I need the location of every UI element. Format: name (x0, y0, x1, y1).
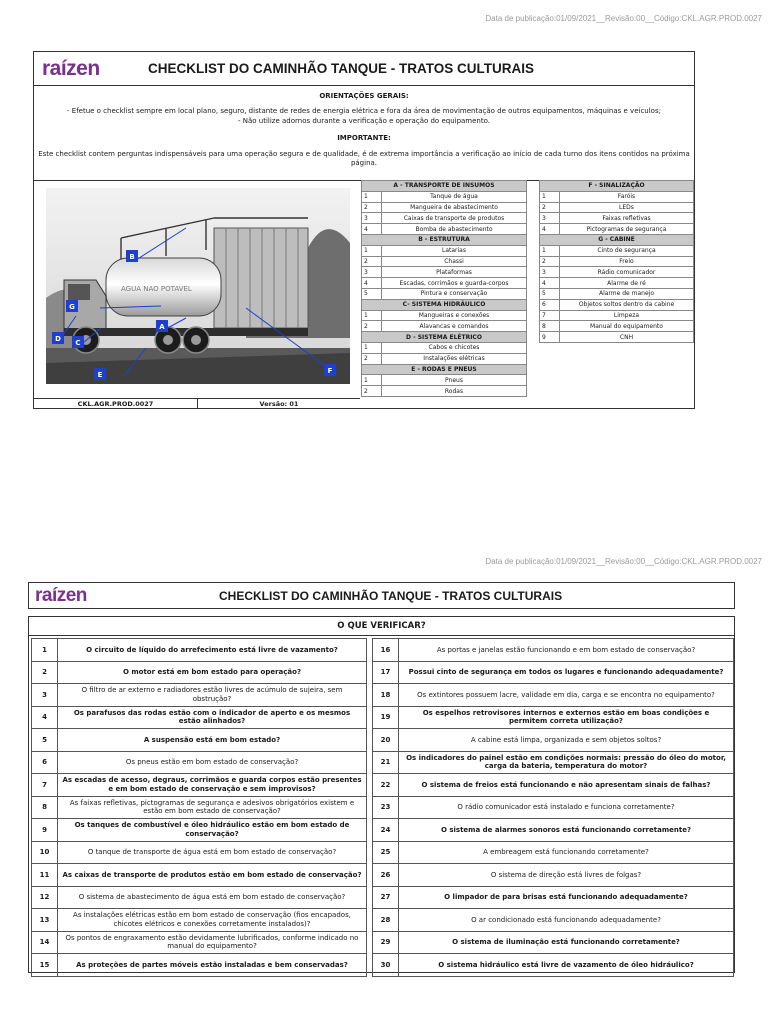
question-number: 4 (32, 706, 58, 729)
component-name: Alavancas e comandos (382, 321, 527, 332)
category-row (362, 332, 527, 343)
questions-table-right (372, 638, 734, 977)
question-number: 15 (32, 954, 58, 977)
question-text: O rádio comunicador está instalado e funciona corretamente? (399, 796, 734, 819)
orientations-heading: ORIENTAÇÕES GERAIS: (319, 92, 409, 100)
question-text: As escadas de acesso, degraus, corrimãos e guarda corpos estão presentes e em bom estado de conservação e sem improvisos? (58, 774, 367, 797)
question-number: 10 (32, 841, 58, 864)
component-name: Faróis (560, 191, 694, 202)
component-name: Cabos e chicotes (382, 342, 527, 353)
question-row (32, 796, 367, 819)
component-number: 5 (362, 288, 382, 299)
component-name: Plataformas (382, 267, 527, 278)
orientations (34, 86, 694, 181)
category-title: F - SINALIZAÇÃO (540, 181, 694, 192)
photo-label: F (327, 367, 333, 375)
question-row (32, 639, 367, 662)
question-text: O filtro de ar externo e radiadores estão livres de acúmulo de sujeira, sem obstrução? (58, 684, 367, 707)
cover-footer (34, 398, 360, 409)
question-row (373, 796, 734, 819)
question-text: O sistema de abastecimento de água está em bom estado de conservação? (58, 886, 367, 909)
component-name: Escadas, corrimãos e guarda-corpos (382, 278, 527, 289)
component-row (540, 245, 694, 256)
component-row (362, 321, 527, 332)
question-row (373, 661, 734, 684)
component-row (540, 288, 694, 299)
question-row (32, 931, 367, 954)
component-number: 6 (540, 299, 560, 310)
question-text: As faixas refletivas, pictogramas de segurança e adesivos obrigatórios existem e estão em bom estado de conservação? (58, 796, 367, 819)
photo-label: A (159, 323, 165, 331)
question-text: A cabine está limpa, organizada e sem objetos soltos? (399, 729, 734, 752)
question-row (32, 684, 367, 707)
question-text: O ar condicionado está funcionando adequadamente? (399, 909, 734, 932)
question-text: Os pontos de engraxamento estão devidamente lubrificados, conforme indicado no manual do equipamento? (58, 931, 367, 954)
component-name: Cinto de segurança (560, 245, 694, 256)
component-number: 1 (362, 191, 382, 202)
component-number: 1 (540, 191, 560, 202)
component-name: LEDs (560, 202, 694, 213)
truck-photo (46, 188, 350, 384)
component-row (540, 321, 694, 332)
question-number: 19 (373, 706, 399, 729)
category-title: G - CABINE (540, 234, 694, 245)
component-number: 1 (362, 342, 382, 353)
question-text: As portas e janelas estão funcionando e em bom estado de conservação? (399, 639, 734, 662)
publication-info: Data de publicação:01/09/2021__Revisão:00__Código:CKL.AGR.PROD.0027 (485, 14, 762, 23)
question-row (32, 706, 367, 729)
question-text: O circuito de líquido do arrefecimento está livre de vazamento? (58, 639, 367, 662)
component-name: Manual do equipamento (560, 321, 694, 332)
question-number: 25 (373, 841, 399, 864)
question-number: 20 (373, 729, 399, 752)
component-row (540, 332, 694, 343)
question-number: 3 (32, 684, 58, 707)
component-row (540, 224, 694, 235)
question-row (373, 729, 734, 752)
question-number: 2 (32, 661, 58, 684)
page-title: CHECKLIST DO CAMINHÃO TANQUE - TRATOS CULTURAIS (148, 61, 534, 76)
question-row (373, 886, 734, 909)
component-number: 2 (362, 202, 382, 213)
question-row (373, 954, 734, 977)
question-number: 14 (32, 931, 58, 954)
question-row (32, 909, 367, 932)
question-number: 11 (32, 864, 58, 887)
question-text: O sistema de direção está livres de folgas? (399, 864, 734, 887)
question-number: 8 (32, 796, 58, 819)
page-title: CHECKLIST DO CAMINHÃO TANQUE - TRATOS CULTURAIS (219, 588, 563, 603)
component-name: Latarias (382, 245, 527, 256)
component-row (362, 342, 527, 353)
component-name: Faixas refletivas (560, 213, 694, 224)
question-text: O sistema de alarmes sonoros está funcionando corretamente? (399, 819, 734, 842)
checklist-header (28, 582, 735, 609)
question-row (373, 841, 734, 864)
component-name: Objetos soltos dentro da cabine (560, 299, 694, 310)
component-number: 1 (362, 310, 382, 321)
category-row (362, 181, 527, 192)
component-number: 3 (362, 267, 382, 278)
question-text: Os tanques de combustível e óleo hidráulico estão em bom estado de conservação? (58, 819, 367, 842)
category-title: B - ESTRUTURA (362, 234, 527, 245)
component-name: Caixas de transporte de produtos (382, 213, 527, 224)
component-row (540, 202, 694, 213)
component-number: 3 (540, 267, 560, 278)
component-number: 5 (540, 288, 560, 299)
question-row (373, 706, 734, 729)
question-text: As proteções de partes móveis estão instaladas e bem conservadas? (58, 954, 367, 977)
component-number: 2 (540, 256, 560, 267)
question-row (32, 864, 367, 887)
component-name: Limpeza (560, 310, 694, 321)
category-title: E - RODAS E PNEUS (362, 364, 527, 375)
component-row (362, 191, 527, 202)
question-number: 9 (32, 819, 58, 842)
component-number: 7 (540, 310, 560, 321)
component-row (540, 299, 694, 310)
question-number: 27 (373, 886, 399, 909)
component-number: 4 (362, 224, 382, 235)
question-number: 12 (32, 886, 58, 909)
questions-section (28, 616, 735, 973)
photo-label: D (55, 335, 61, 343)
question-number: 23 (373, 796, 399, 819)
question-text: Os parafusos das rodas estão com o indicador de aperto e os mesmos estão alinhados? (58, 706, 367, 729)
questions-table-left (31, 638, 367, 977)
category-title: A - TRANSPORTE DE INSUMOS (362, 181, 527, 192)
important-heading: IMPORTANTE: (337, 134, 391, 143)
component-name: Pictogramas de segurança (560, 224, 694, 235)
question-text: Os extintores possuem lacre, validade em dia, carga e se encontra no equipamento? (399, 684, 734, 707)
question-row (32, 729, 367, 752)
question-row (32, 751, 367, 774)
component-number: 2 (540, 202, 560, 213)
question-number: 17 (373, 661, 399, 684)
photo-label: G (69, 303, 75, 311)
question-row (373, 931, 734, 954)
component-number: 3 (362, 213, 382, 224)
component-row (362, 213, 527, 224)
question-row (32, 954, 367, 977)
component-name: Mangueiras e conexões (382, 310, 527, 321)
component-list-right (539, 180, 694, 343)
component-number: 1 (540, 245, 560, 256)
question-text: Possui cinto de segurança em todos os lugares e funcionando adequadamente? (399, 661, 734, 684)
component-number: 2 (362, 386, 382, 397)
component-name: Freio (560, 256, 694, 267)
component-row (540, 191, 694, 202)
question-number: 16 (373, 639, 399, 662)
component-row (362, 267, 527, 278)
photo-label: B (129, 253, 135, 261)
component-number: 4 (362, 278, 382, 289)
component-row (362, 375, 527, 386)
publication-info: Data de publicação:01/09/2021__Revisão:00__Código:CKL.AGR.PROD.0027 (485, 557, 762, 566)
question-number: 30 (373, 954, 399, 977)
component-name: Mangueira de abastecimento (382, 202, 527, 213)
component-number: 1 (362, 245, 382, 256)
category-row (362, 299, 527, 310)
question-row (373, 684, 734, 707)
component-name: Chassi (382, 256, 527, 267)
raizen-logo: raízen (35, 584, 87, 606)
category-title: C- SISTEMA HIDRÁULICO (362, 299, 527, 310)
component-name: Pneus (382, 375, 527, 386)
question-number: 29 (373, 931, 399, 954)
component-number: 2 (362, 256, 382, 267)
component-number: 4 (540, 224, 560, 235)
cover-header (34, 52, 694, 86)
category-row (362, 234, 527, 245)
question-number: 26 (373, 864, 399, 887)
component-row (362, 386, 527, 397)
category-row (540, 234, 694, 245)
component-number: 1 (362, 375, 382, 386)
tank-lettering: AGUA NAO POTAVEL (121, 285, 192, 293)
component-name: Tanque de água (382, 191, 527, 202)
question-row (32, 661, 367, 684)
component-row (362, 353, 527, 364)
component-row (362, 288, 527, 299)
raizen-logo: raízen (42, 56, 100, 80)
component-row (362, 278, 527, 289)
component-row (540, 267, 694, 278)
question-row (32, 819, 367, 842)
component-number: 3 (540, 213, 560, 224)
question-text: Os pneus estão em bom estado de conservação? (58, 751, 367, 774)
component-name: Rodas (382, 386, 527, 397)
question-number: 1 (32, 639, 58, 662)
question-text: A embreagem está funcionando corretamente? (399, 841, 734, 864)
component-number: 8 (540, 321, 560, 332)
component-number: 2 (362, 353, 382, 364)
component-number: 2 (362, 321, 382, 332)
question-number: 6 (32, 751, 58, 774)
component-name: Alarme de manejo (560, 288, 694, 299)
question-text: O motor está em bom estado para operação? (58, 661, 367, 684)
question-text: As instalações elétricas estão em bom estado de conservação (fios encapados, chicotes elétricos e conexões corretamente instalados)? (58, 909, 367, 932)
component-name: Instalações elétricas (382, 353, 527, 364)
question-row (373, 864, 734, 887)
cover-sheet (33, 51, 695, 409)
questions-heading: O QUE VERIFICAR? (29, 617, 734, 636)
question-text: Os indicadores do painel estão em condições normais: pressão do óleo do motor, carga da bateria, temperatura do motor? (399, 751, 734, 774)
component-list-left (361, 180, 527, 397)
question-text: O tanque de transporte de água está em bom estado de conservação? (58, 841, 367, 864)
question-row (373, 819, 734, 842)
question-text: O limpador de para brisas está funcionando adequadamente? (399, 886, 734, 909)
question-text: Os espelhos retrovisores internos e externos estão em boas condições e permitem correta utilização? (399, 706, 734, 729)
question-text: As caixas de transporte de produtos estão em bom estado de conservação? (58, 864, 367, 887)
photo-label: C (75, 339, 81, 347)
category-row (540, 181, 694, 192)
question-row (373, 909, 734, 932)
question-row (32, 886, 367, 909)
orientation-line: - Não utilize adornos durante a verificação e operação do equipamento. (238, 116, 490, 125)
question-text: O sistema de freios está funcionando e não apresentam sinais de falhas? (399, 774, 734, 797)
question-row (373, 774, 734, 797)
photo-label: E (97, 371, 103, 379)
question-row (373, 639, 734, 662)
question-number: 22 (373, 774, 399, 797)
component-name: Alarme de ré (560, 278, 694, 289)
question-text: A suspensão está em bom estado? (58, 729, 367, 752)
component-row (362, 202, 527, 213)
component-row (540, 213, 694, 224)
component-number: 9 (540, 332, 560, 343)
question-row (373, 751, 734, 774)
question-number: 7 (32, 774, 58, 797)
component-name: Pintura e conservação (382, 288, 527, 299)
component-row (540, 310, 694, 321)
category-title: D - SISTEMA ELÉTRICO (362, 332, 527, 343)
component-name: Rádio comunicador (560, 267, 694, 278)
question-number: 18 (373, 684, 399, 707)
document-code: CKL.AGR.PROD.0027 (34, 399, 198, 409)
category-row (362, 364, 527, 375)
component-name: CNH (560, 332, 694, 343)
question-number: 5 (32, 729, 58, 752)
question-number: 21 (373, 751, 399, 774)
question-text: O sistema de iluminação está funcionando corretamente? (399, 931, 734, 954)
component-row (362, 256, 527, 267)
question-row (32, 774, 367, 797)
component-row (362, 224, 527, 235)
question-row (32, 841, 367, 864)
component-row (540, 256, 694, 267)
question-number: 24 (373, 819, 399, 842)
question-number: 28 (373, 909, 399, 932)
question-text: O sistema hidráulico está livre de vazamento de óleo hidráulico? (399, 954, 734, 977)
important-text: Este checklist contem perguntas indispensáveis para uma operação segura e de qualidade, é de extrema importância a verificação ao início de cada turno dos itens contidos na próxima página. (38, 149, 690, 168)
document-version: Versão: 01 (259, 400, 299, 408)
component-name: Bomba de abastecimento (382, 224, 527, 235)
component-number: 4 (540, 278, 560, 289)
orientation-line: - Efetue o checklist sempre em local plano, seguro, distante de redes de energia elétrica e fora da área de movimentação de outros equipamentos, máquinas e veículos; (67, 107, 661, 116)
question-number: 13 (32, 909, 58, 932)
component-row (362, 310, 527, 321)
component-row (540, 278, 694, 289)
component-row (362, 245, 527, 256)
